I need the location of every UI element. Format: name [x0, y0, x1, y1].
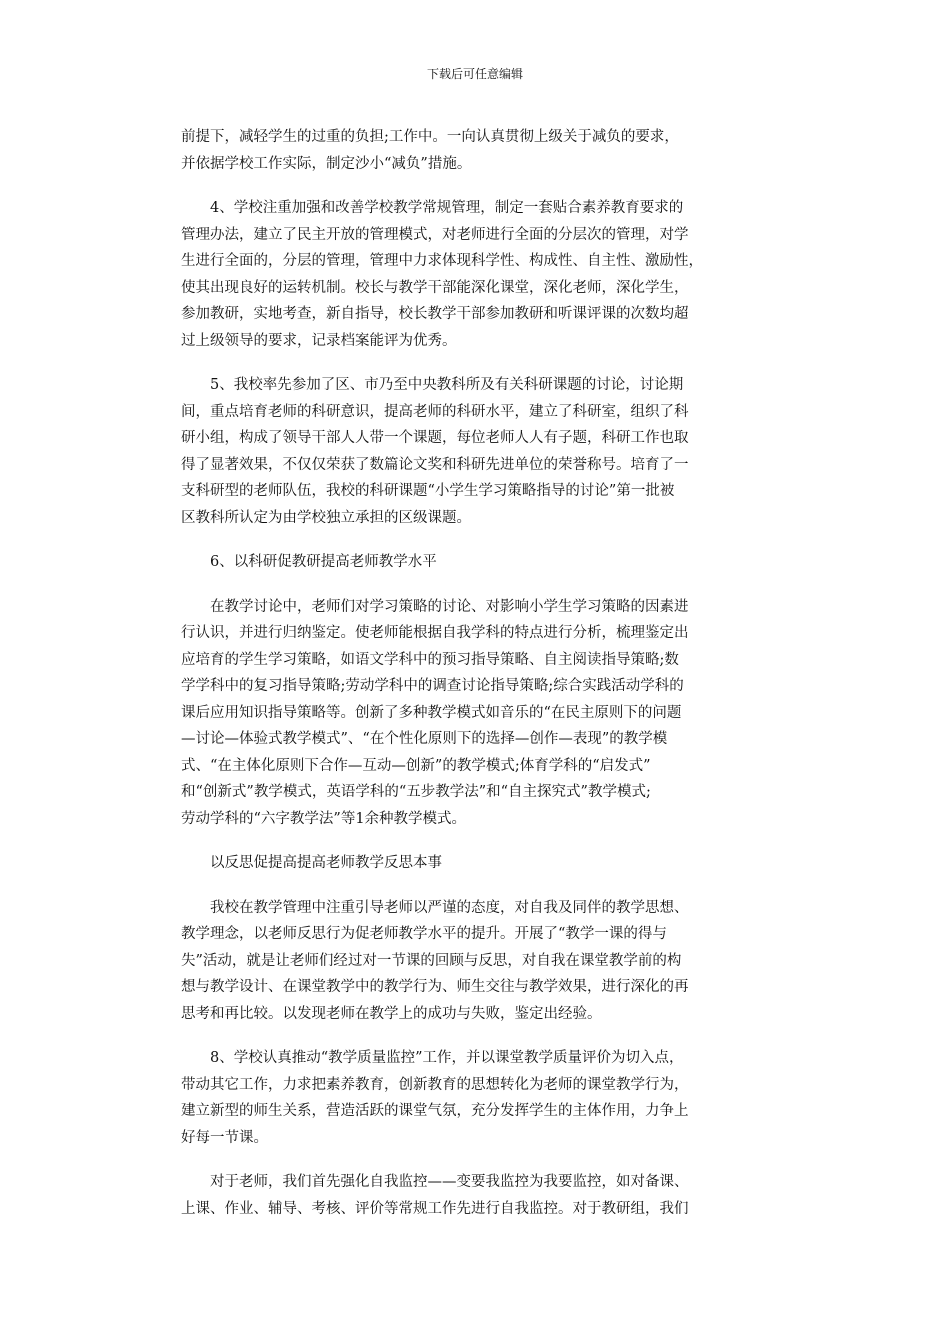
paragraph-line: 并依据学校工作实际，制定沙小“减负”措施。	[181, 155, 472, 172]
paragraph-line: 失”活动，就是让老师们经过对一节课的回顾与反思，对自我在课堂教学前的构	[181, 952, 682, 969]
page-header: 下载后可任意编辑	[426, 67, 523, 81]
paragraph-line: 6、以科研促教研提高老师教学水平	[210, 554, 437, 570]
paragraph-line: 建立新型的师生关系，营造活跃的课堂气氛，充分发挥学生的主体作用，力争上	[181, 1103, 689, 1119]
paragraph-line: 参加教研，实地考查，新自指导，校长教学干部参加教研和听课评课的次数均超	[181, 306, 689, 322]
paragraph	[181, 1045, 781, 1151]
paragraph-line: 使其出现良好的运转机制。校长与教学干部能深化课堂，深化老师，深化学生，	[181, 279, 689, 296]
paragraph-line: 教学理念，以老师反思行为促老师教学水平的提升。开展了“教学一课的得与	[181, 926, 667, 942]
paragraph-line: 应培育的学生学习策略，如语文学科中的预习指导策略、自主阅读指导策略;数	[181, 651, 679, 668]
paragraph-line: 间，重点培育老师的科研意识，提高老师的科研水平，建立了科研室，组织了科	[181, 403, 689, 420]
paragraph-line: 在教学讨论中，老师们对学习策略的讨论、对影响小学生学习策略的因素进	[210, 598, 689, 615]
paragraph-line: 式、“在主体化原则下合作—互动—创新”的教学模式;体育学科的“启发式”	[181, 757, 651, 774]
paragraph-line: 以反思促提高提高老师教学反思本事	[210, 855, 442, 871]
paragraph-line: 管理办法，建立了民主开放的管理模式，对老师进行全面的分层次的管理，对学	[181, 226, 689, 243]
paragraph-line: 前提下，减轻学生的过重的负担;工作中。一向认真贯彻上级关于减负的要求，	[181, 129, 679, 145]
paragraph-line: 和“创新式”教学模式，英语学科的“五步教学法”和“自主探究式”教学模式;	[181, 784, 651, 800]
paragraph	[181, 124, 781, 177]
paragraph-line: 5、我校率先参加了区、市乃至中央教科所及有关科研课题的讨论，讨论期	[210, 377, 684, 393]
paragraph-line: 课后应用知识指导策略等。创新了多种教学模式如音乐的“在民主原则下的问题	[181, 704, 682, 721]
paragraph-line: 4、学校注重加强和改善学校教学常规管理，制定一套贴合素养教育要求的	[210, 200, 684, 216]
paragraph-line: 想与教学设计、在课堂教学中的教学行为、师生交往与教学效果，进行深化的再	[181, 979, 689, 995]
paragraph-line: 思考和再比较。以发现老师在教学上的成功与失败，鉴定出经验。	[181, 1005, 602, 1022]
paragraph	[181, 1169, 781, 1222]
paragraph-line: 支科研型的老师队伍，我校的科研课题“小学生学习策略指导的讨论”第一批被	[181, 483, 675, 499]
paragraph-line: 得了显著效果，不仅仅荣获了数篇论文奖和科研先进单位的荣誉称号。培育了一	[181, 456, 689, 473]
paragraph-line: 8、学校认真推动“教学质量监控”工作，并以课堂教学质量评价为切入点，	[210, 1050, 684, 1066]
paragraph	[181, 549, 781, 576]
paragraph-line: 区教科所认定为由学校独立承担的区级课题。	[181, 509, 471, 526]
paragraph	[181, 895, 781, 1028]
paragraph	[181, 594, 781, 833]
paragraph-line: 劳动学科的“六字教学法”等1余种教学模式。	[181, 810, 467, 827]
paragraph-line: 学学科中的复习指导策略;劳动学科中的调查讨论指导策略;综合实践活动学科的	[181, 678, 684, 694]
paragraph	[181, 850, 781, 877]
paragraph-line: 行认识，并进行归纳鉴定。使老师能根据自我学科的特点进行分析，梳理鉴定出	[181, 625, 689, 641]
paragraph-line: 我校在教学管理中注重引导老师以严谨的态度，对自我及同伴的教学思想、	[210, 899, 689, 916]
paragraph-line: 上课、作业、辅导、考核、评价等常规工作先进行自我监控。对于教研组，我们	[181, 1200, 689, 1217]
paragraph-line: 研小组，构成了领导干部人人带一个课题，每位老师人人有子题，科研工作也取	[181, 430, 689, 446]
paragraph	[181, 372, 781, 531]
paragraph	[181, 195, 781, 354]
paragraph-line: 对于老师，我们首先强化自我监控——变要我监控为我要监控，如对备课、	[210, 1174, 689, 1190]
document-body	[181, 124, 781, 1240]
paragraph-line: 过上级领导的要求，记录档案能评为优秀。	[181, 332, 457, 349]
paragraph-line: 带动其它工作，力求把素养教育，创新教育的思想转化为老师的课堂教学行为，	[181, 1076, 689, 1093]
paragraph-line: 生进行全面的，分层的管理，管理中力求体现科学性、构成性、自主性、激励性，	[181, 253, 703, 269]
paragraph-line: 好每一节课。	[181, 1129, 268, 1146]
paragraph-line: —讨论—体验式教学模式”、“在个性化原则下的选择—创作—表现”的教学模	[181, 731, 668, 747]
